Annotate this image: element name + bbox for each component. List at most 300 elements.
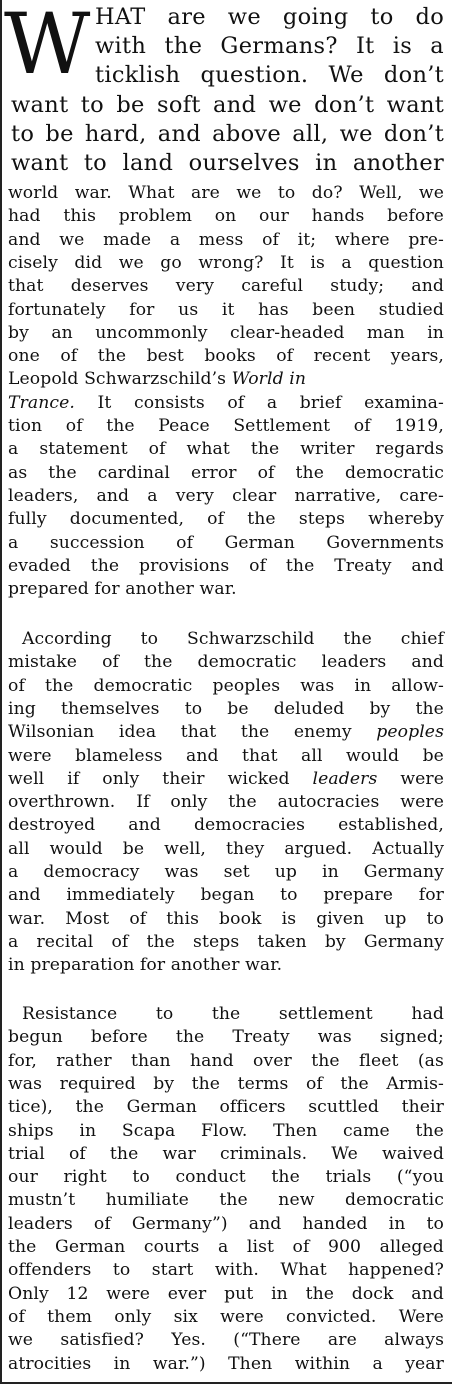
word: to xyxy=(140,629,159,649)
word: that xyxy=(180,722,217,743)
text-line xyxy=(95,62,444,88)
text-line xyxy=(8,1027,444,1047)
word: and xyxy=(128,815,161,836)
word: began xyxy=(200,885,255,906)
text-line xyxy=(11,121,444,147)
word: another xyxy=(125,579,194,600)
text-line xyxy=(8,206,444,226)
word: only xyxy=(170,792,208,813)
word: uncommonly xyxy=(95,322,208,343)
text-line xyxy=(8,253,444,273)
word: Peace xyxy=(158,416,210,436)
text-line xyxy=(22,1004,444,1024)
word: always xyxy=(384,1330,444,1351)
word: examina- xyxy=(364,392,444,413)
word: a xyxy=(147,485,158,506)
word: of xyxy=(207,509,225,530)
word: leaders, xyxy=(8,485,79,506)
word: of xyxy=(68,1143,86,1164)
word: peoples xyxy=(212,675,281,696)
word: was xyxy=(164,862,199,882)
word: allow- xyxy=(391,675,444,696)
word: that xyxy=(242,745,278,766)
text-line xyxy=(8,1284,444,1304)
word: up xyxy=(384,908,407,929)
word: given xyxy=(316,908,365,929)
word: in xyxy=(322,862,339,882)
word: democracy xyxy=(43,862,140,882)
word: deserves xyxy=(70,276,149,297)
word: was xyxy=(300,675,335,696)
word: Wilsonian xyxy=(8,722,95,743)
word: leaders xyxy=(312,768,378,789)
word: going xyxy=(282,4,349,30)
word: mustn’t xyxy=(8,1190,76,1211)
word: new xyxy=(278,1190,315,1211)
word: settlement xyxy=(278,1004,373,1024)
word: careful xyxy=(241,276,304,297)
word: is xyxy=(310,252,325,273)
word: of xyxy=(129,908,147,929)
word: go xyxy=(160,252,182,273)
word: Trance. xyxy=(8,392,75,413)
word: immediately xyxy=(66,885,175,906)
word: is xyxy=(281,908,297,929)
word: would xyxy=(346,745,400,766)
word: well, xyxy=(164,838,206,859)
text-line xyxy=(8,932,444,952)
word: war. xyxy=(245,955,283,976)
word: It xyxy=(97,392,112,413)
word: Leopold xyxy=(8,369,79,390)
text-line xyxy=(22,629,444,649)
word: German xyxy=(126,1097,197,1118)
word: and xyxy=(248,1213,282,1234)
word: to xyxy=(132,1167,150,1188)
word: Most xyxy=(65,908,110,929)
word: Then xyxy=(228,1353,273,1374)
word: themselves xyxy=(60,698,160,719)
word: we xyxy=(118,252,144,273)
word: fully xyxy=(8,509,47,530)
word: of xyxy=(8,675,25,696)
text-line xyxy=(8,1121,444,1141)
word: the xyxy=(146,931,175,952)
column-bottom-rule xyxy=(0,1382,452,1384)
word: overthrown. xyxy=(8,792,116,813)
word: Schwarzschild’s xyxy=(84,369,227,390)
text-line xyxy=(8,885,444,905)
word: book xyxy=(219,908,262,929)
word: an xyxy=(51,322,73,343)
word: German xyxy=(224,532,295,553)
word: in xyxy=(8,955,25,976)
word: prepared xyxy=(8,579,89,600)
word: peoples xyxy=(376,722,444,743)
word: Flow. xyxy=(201,1120,248,1141)
word: for, xyxy=(8,1050,37,1071)
text-line xyxy=(8,1260,444,1280)
word: war.”) xyxy=(152,1353,206,1374)
word: within xyxy=(294,1353,351,1374)
word: fleet xyxy=(358,1050,399,1071)
word: succession xyxy=(49,532,145,553)
text-line xyxy=(8,955,282,975)
word: only xyxy=(102,768,140,789)
word: a xyxy=(217,1237,229,1257)
word: world xyxy=(8,183,59,203)
word: 1919, xyxy=(394,416,444,436)
word: want xyxy=(11,92,69,118)
word: of xyxy=(60,346,78,367)
text-line xyxy=(8,652,444,672)
word: to xyxy=(426,908,444,929)
word: soft xyxy=(157,92,201,118)
word: democratic xyxy=(93,675,193,696)
word: one xyxy=(8,346,40,367)
word: According xyxy=(22,629,112,649)
word: Germany xyxy=(363,931,444,952)
word: leaders xyxy=(321,652,387,673)
text-line xyxy=(8,1214,444,1234)
text-line xyxy=(8,323,444,343)
word: preparation xyxy=(30,955,135,976)
word: of xyxy=(305,1073,323,1094)
word: be xyxy=(45,121,74,147)
word: provisions xyxy=(139,555,230,576)
word: would xyxy=(49,838,103,859)
word: a xyxy=(430,33,445,59)
word: democracies xyxy=(193,815,306,836)
word: hands xyxy=(311,206,365,227)
word: came xyxy=(343,1120,390,1141)
word: all, xyxy=(292,121,329,147)
word: study; xyxy=(330,276,385,297)
text-line xyxy=(8,300,444,320)
word: been xyxy=(312,299,356,320)
word: we xyxy=(59,229,85,250)
word: mistake xyxy=(8,652,78,673)
word: the xyxy=(415,1120,444,1141)
word: above xyxy=(212,121,282,147)
word: of xyxy=(276,346,294,367)
word: by xyxy=(369,698,391,719)
word: list xyxy=(246,1237,274,1257)
word: with xyxy=(95,33,147,59)
word: Scapa xyxy=(121,1120,176,1141)
word: be xyxy=(122,838,145,859)
word: a xyxy=(8,439,19,460)
word: established, xyxy=(338,815,444,836)
text-line xyxy=(11,150,444,176)
word: It xyxy=(355,33,375,59)
word: prepare xyxy=(323,885,394,906)
word: this xyxy=(166,908,199,929)
word: we xyxy=(339,121,373,147)
text-line xyxy=(8,439,444,459)
word: deluded xyxy=(273,698,345,719)
word: for xyxy=(129,299,155,320)
word: autocracies xyxy=(277,792,380,813)
word: a xyxy=(266,392,278,413)
text-line xyxy=(8,1307,444,1327)
word: 12 xyxy=(66,1283,89,1304)
word: the xyxy=(75,1097,104,1118)
word: the xyxy=(90,555,120,576)
word: What xyxy=(280,1260,327,1281)
word: don’t xyxy=(383,62,445,88)
text-line xyxy=(8,1330,444,1350)
word: of xyxy=(102,652,120,673)
word: democratic xyxy=(344,462,444,483)
word: for xyxy=(139,955,166,976)
word: Only xyxy=(8,1283,49,1304)
word: wicked xyxy=(227,768,290,789)
word: our xyxy=(8,1167,38,1188)
word: waived xyxy=(381,1143,444,1164)
word: evaded xyxy=(8,555,71,576)
word: steps xyxy=(298,509,346,530)
word: and xyxy=(411,276,444,297)
word: the xyxy=(191,1073,221,1094)
word: the xyxy=(175,1027,205,1048)
word: a xyxy=(8,862,19,882)
word: another xyxy=(170,955,240,976)
word: be xyxy=(227,698,249,719)
text-line xyxy=(95,4,444,30)
word: a xyxy=(341,252,352,273)
word: regards xyxy=(375,439,444,460)
word: of xyxy=(176,532,194,553)
word: scuttled xyxy=(308,1097,380,1118)
word: to xyxy=(83,150,108,176)
word: it xyxy=(221,299,235,320)
word: in xyxy=(79,1120,97,1141)
word: problem xyxy=(118,206,192,227)
column-left-rule xyxy=(0,0,2,1383)
word: idea xyxy=(118,722,157,743)
word: taken xyxy=(257,931,307,952)
word: has xyxy=(258,299,289,320)
word: happened? xyxy=(348,1260,444,1281)
word: want xyxy=(11,150,69,176)
word: World xyxy=(231,369,284,390)
word: of xyxy=(292,1237,310,1257)
word: and xyxy=(411,555,444,576)
word: studied xyxy=(378,299,444,320)
word: and xyxy=(411,1283,444,1304)
text-line xyxy=(8,815,444,835)
word: the xyxy=(247,509,276,530)
text-line xyxy=(8,1167,444,1187)
word: it; xyxy=(297,229,317,250)
word: their xyxy=(401,1097,444,1118)
word: Were xyxy=(398,1306,444,1327)
text-line xyxy=(8,416,444,436)
word: years, xyxy=(390,346,444,367)
word: writer xyxy=(300,439,355,460)
word: to xyxy=(11,121,35,147)
word: up xyxy=(274,862,298,882)
word: to xyxy=(277,183,296,203)
word: we xyxy=(236,183,262,203)
word: Schwarzschild xyxy=(186,629,315,649)
word: what xyxy=(186,439,230,460)
drop-cap: W xyxy=(4,0,91,93)
word: to xyxy=(80,92,104,118)
word: democratic xyxy=(345,1190,444,1211)
word: the xyxy=(343,629,372,649)
word: clear-headed xyxy=(230,322,345,343)
word: only xyxy=(114,1306,152,1327)
word: as xyxy=(8,462,28,483)
word: with. xyxy=(214,1260,259,1281)
word: and xyxy=(8,885,41,906)
word: ing xyxy=(8,698,36,719)
word: did xyxy=(74,252,103,273)
word: Treaty xyxy=(232,1027,290,1048)
word: blameless xyxy=(75,745,163,766)
word: another xyxy=(352,150,445,176)
word: in xyxy=(388,1213,406,1234)
word: It xyxy=(279,252,294,273)
word: in xyxy=(113,1353,131,1374)
word: don’t xyxy=(383,121,445,147)
word: Governments xyxy=(326,532,444,553)
word: man xyxy=(366,322,405,343)
word: and xyxy=(411,652,444,673)
word: of xyxy=(249,555,267,576)
word: were xyxy=(400,792,444,813)
word: the xyxy=(219,1190,248,1211)
word: war. xyxy=(8,908,46,929)
word: by xyxy=(8,322,29,343)
text-line xyxy=(8,556,444,576)
word: cardinal xyxy=(97,462,170,483)
word: of xyxy=(93,1213,111,1234)
word: were xyxy=(400,768,444,789)
word: error xyxy=(190,462,237,483)
word: don’t xyxy=(314,92,375,118)
word: the xyxy=(211,1004,241,1024)
word: to xyxy=(280,885,298,906)
word: do xyxy=(415,4,445,30)
word: before xyxy=(90,1027,148,1048)
word: Germany”) xyxy=(131,1213,228,1234)
word: we xyxy=(8,1330,34,1351)
word: question. xyxy=(200,62,309,88)
word: courts xyxy=(143,1237,200,1257)
word: to xyxy=(370,4,394,30)
word: if xyxy=(67,768,80,789)
word: 900 xyxy=(327,1237,362,1257)
word: we xyxy=(418,183,444,203)
word: the xyxy=(250,439,280,460)
word: the xyxy=(44,675,74,696)
word: is xyxy=(392,33,413,59)
word: Then xyxy=(273,1120,318,1141)
word: for xyxy=(94,579,120,600)
word: in xyxy=(289,369,307,390)
word: had xyxy=(8,206,41,227)
word: consists xyxy=(134,392,205,413)
word: was xyxy=(8,1073,43,1094)
word: (“There xyxy=(233,1330,301,1351)
text-line xyxy=(8,1051,444,1071)
word: alleged xyxy=(379,1237,444,1257)
word: German xyxy=(54,1237,126,1257)
word: to xyxy=(426,1213,444,1234)
text-line xyxy=(8,769,444,789)
text-line xyxy=(8,909,444,929)
text-line xyxy=(8,1097,444,1117)
text-line xyxy=(8,746,444,766)
text-line xyxy=(8,346,444,366)
word: by xyxy=(153,1073,175,1094)
word: and xyxy=(185,745,219,766)
word: of xyxy=(8,1306,25,1327)
word: our xyxy=(259,206,289,227)
word: over xyxy=(253,1050,292,1071)
word: Armis- xyxy=(386,1073,444,1094)
word: in xyxy=(315,150,338,176)
text-line xyxy=(8,579,237,599)
word: had xyxy=(411,1004,444,1024)
word: before xyxy=(387,206,444,227)
word: right xyxy=(63,1167,107,1188)
word: the xyxy=(271,1167,300,1188)
word: on xyxy=(214,206,237,227)
word: (“you xyxy=(396,1167,444,1188)
word: of xyxy=(111,931,129,952)
word: of xyxy=(353,416,371,436)
word: Actually xyxy=(372,838,444,859)
word: land xyxy=(122,150,174,176)
word: all xyxy=(301,745,323,766)
word: Settlement xyxy=(233,416,331,436)
text-line xyxy=(8,183,444,203)
word: conduct xyxy=(175,1167,246,1188)
text-line xyxy=(8,862,444,882)
word: Treaty xyxy=(334,555,392,576)
word: are xyxy=(327,1330,357,1351)
word: tice), xyxy=(8,1097,53,1118)
word: question xyxy=(368,252,444,273)
word: officers xyxy=(219,1097,286,1118)
word: and xyxy=(213,92,257,118)
word: fortunately xyxy=(8,299,106,320)
word: a xyxy=(8,532,19,553)
word: we xyxy=(227,4,261,30)
word: in xyxy=(427,322,444,343)
text-line xyxy=(8,839,444,859)
word: were xyxy=(220,1306,264,1327)
word: pre- xyxy=(408,229,444,250)
word: want xyxy=(386,92,445,118)
word: steps xyxy=(193,931,240,952)
word: Resistance xyxy=(22,1004,118,1024)
word: very xyxy=(175,485,214,506)
word: for xyxy=(418,885,444,906)
word: signed; xyxy=(379,1027,444,1048)
word: handed xyxy=(302,1213,368,1234)
word: required xyxy=(59,1073,136,1094)
text-line xyxy=(8,699,444,719)
word: criminals. xyxy=(219,1143,308,1164)
word: to xyxy=(112,1260,131,1281)
word: (as xyxy=(417,1050,444,1071)
word: the xyxy=(240,722,270,743)
